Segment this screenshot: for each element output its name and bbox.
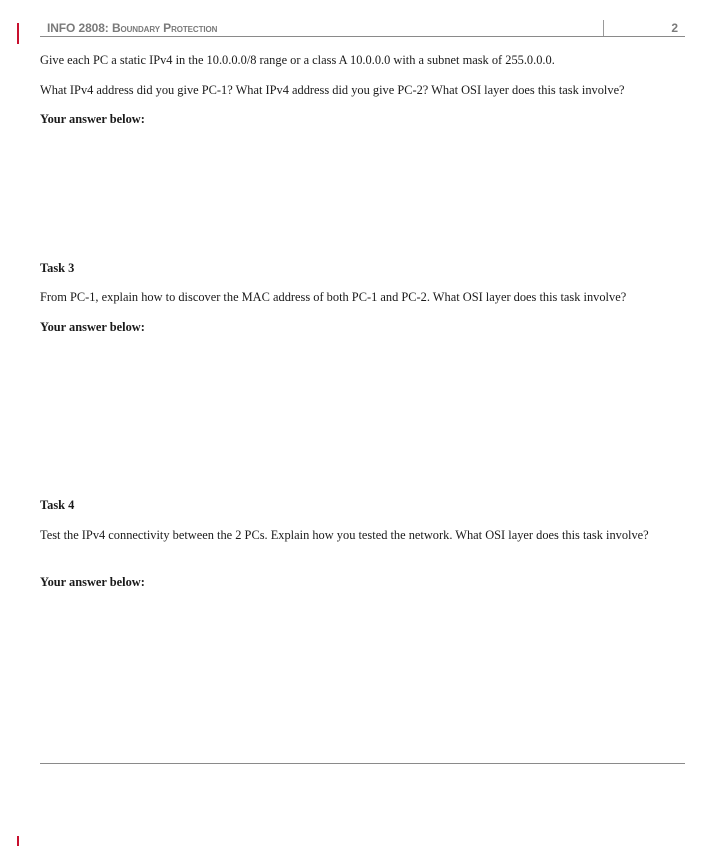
task4-heading: Task 4 (40, 498, 75, 512)
course-title: Boundary Protection (111, 21, 218, 35)
task3-answer-label: Your answer below: (40, 320, 145, 334)
footer-rule (40, 763, 685, 764)
task2-instruction: Give each PC a static IPv4 in the 10.0.0.0/8 range or a class A 10.0.0.0 with a subnet mask of 255.0.0.0. (40, 53, 555, 67)
task2-question: What IPv4 address did you give PC-1? What IPv4 address did you give PC-2? What OSI layer does this task involve? (40, 83, 625, 97)
margin-marker-top (17, 23, 19, 44)
task3-question: From PC-1, explain how to discover the MAC address of both PC-1 and PC-2. What OSI layer does this task involve? (40, 290, 627, 304)
task4-question: Test the IPv4 connectivity between the 2 PCs. Explain how you tested the network. What OSI layer does this task involve? (40, 528, 649, 542)
course-code: INFO 2808: (47, 21, 109, 35)
task3-heading: Task 3 (40, 261, 75, 275)
margin-marker-bottom (17, 836, 19, 846)
task2-answer-label: Your answer below: (40, 112, 145, 126)
header-title (47, 21, 217, 35)
page-number: 2 (671, 21, 678, 35)
header-divider (603, 20, 604, 36)
page-header (40, 17, 685, 37)
task4-answer-label: Your answer below: (40, 575, 145, 589)
